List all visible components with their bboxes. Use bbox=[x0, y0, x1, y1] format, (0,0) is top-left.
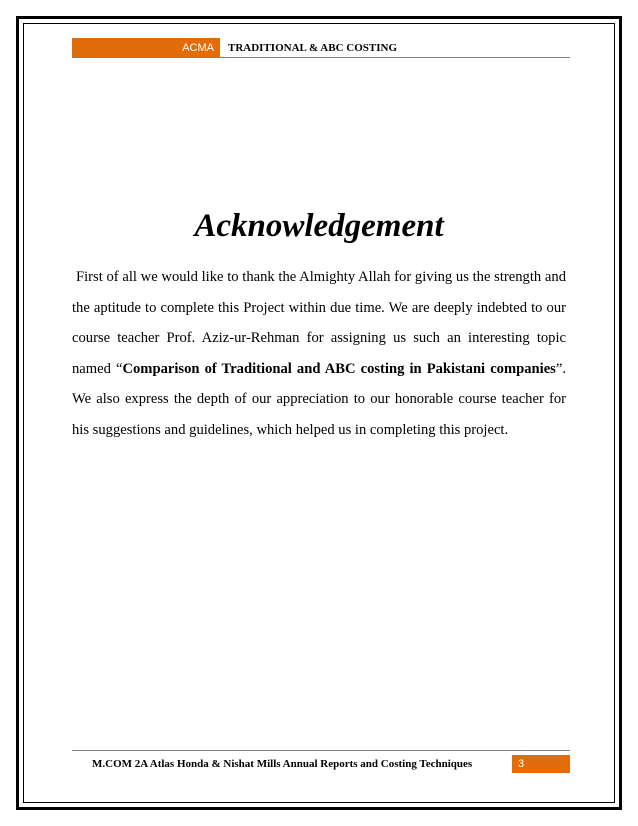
paragraph-text-end: ”. We also express the depth of our appreciation to our honorable course teacher for his suggestions and guidelines, which helped us in completing this project. bbox=[72, 360, 567, 438]
page-footer bbox=[72, 750, 570, 774]
project-topic-bold: Comparison of Traditional and ABC costing in Pakistani companies bbox=[122, 360, 556, 377]
paragraph-text-start: First of all we would like to thank the Almighty Allah for giving us the strength and the aptitude to complete this Project within due time. We are deeply indebted to our course teacher Prof. Aziz-ur-Rehman for assigning us such an interesting topic named “ bbox=[72, 269, 566, 377]
footer-rule bbox=[72, 750, 570, 751]
page-title: Acknowledgement bbox=[194, 208, 444, 244]
acknowledgement-paragraph bbox=[72, 262, 566, 445]
header-title: TRADITIONAL & ABC COSTING bbox=[228, 42, 398, 54]
header-badge: ACMA bbox=[72, 38, 220, 58]
header-rule bbox=[72, 57, 570, 58]
footer-text: M.COM 2A Atlas Honda & Nishat Mills Annual Reports and Costing Techniques bbox=[92, 758, 473, 770]
page-number: 3 bbox=[512, 755, 570, 773]
page-header bbox=[72, 38, 570, 58]
